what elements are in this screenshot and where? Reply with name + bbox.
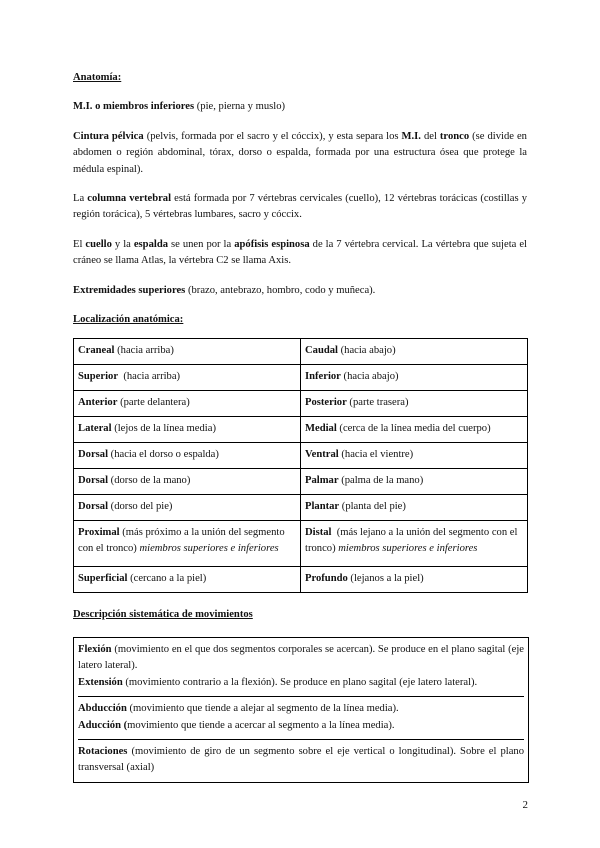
table-cell: Distal (más lejano a la unión del segmento con el tronco) miembros superiores e inferiores (301, 521, 528, 567)
table-cell: Lateral (lejos de la línea media) (74, 417, 301, 443)
section-heading-movimientos: Descripción sistemática de movimientos (73, 609, 253, 621)
document-page (73, 70, 527, 783)
table-cell: Superficial (cercano a la piel) (74, 567, 301, 593)
movimientos-cell-flexion: Flexión (movimiento en el que dos segmentos corporales se acercan). Se produce en el plano sagital (eje latero lateral). Extensión (movimiento contrario a la flexión). Se produce en plano sagital (eje latero lateral). (78, 638, 524, 697)
paragraph-columna-vertebral: La columna vertebral está formada por 7 vértebras cervicales (cuello), 12 vértebras torácicas (costillas y región torácica), 5 vértebras lumbares, sacro y cóccix. (73, 193, 527, 221)
table-cell: Dorsal (hacia el dorso o espalda) (74, 443, 301, 469)
table-cell: Plantar (planta del pie) (301, 495, 528, 521)
table-cell: Anterior (parte delantera) (74, 391, 301, 417)
table-row (74, 365, 528, 391)
table-row (74, 521, 528, 567)
table-cell: Dorsal (dorso del pie) (74, 495, 301, 521)
table-cell: Inferior (hacia abajo) (301, 365, 528, 391)
section-heading-anatomia: Anatomía: (73, 72, 122, 83)
table-row (74, 567, 528, 593)
table-row (74, 339, 528, 365)
table-cell: Proximal (más próximo a la unión del segmento con el tronco) miembros superiores e inferiores (74, 521, 301, 567)
movimientos-box (73, 637, 529, 783)
localizacion-table (73, 338, 528, 593)
table-row (74, 417, 528, 443)
movimientos-cell-rotaciones: Rotaciones (movimiento de giro de un segmento sobre el eje vertical o longitudinal). Sobre el plano transversal (axial) (78, 745, 524, 774)
movimientos-cell-abduccion: Abducción (movimiento que tiende a alejar al segmento de la línea media). Aducción (movimiento que tiende a acercar al segmento a la línea media). (78, 697, 524, 740)
table-cell: Profundo (lejanos a la piel) (301, 567, 528, 593)
paragraph-miembros-inferiores: M.I. o miembros inferiores (pie, pierna y muslo) (73, 101, 286, 113)
table-cell: Posterior (parte trasera) (301, 391, 528, 417)
table-cell: Ventral (hacia el vientre) (301, 443, 528, 469)
table-row (74, 469, 528, 495)
table-cell: Craneal (hacia arriba) (74, 339, 301, 365)
page-number: 2 (522, 799, 528, 811)
table-row (74, 443, 528, 469)
section-heading-localizacion: Localización anatómica: (73, 314, 184, 326)
paragraph-cintura-pelvica: Cintura pélvica (pelvis, formada por el sacro y el cóccix), y esta separa los M.I. del tronco (se divide en abdomen o región abdominal, tórax, dorso o espalda, formada por una estructura ósea que protege la médula espinal). (73, 130, 527, 175)
table-cell: Palmar (palma de la mano) (301, 469, 528, 495)
paragraph-cuello-espalda: El cuello y la espalda se unen por la apófisis espinosa de la 7 vértebra cervical. La vértebra que sujeta el cráneo se llama Atlas, la vértebra C2 se llama Axis. (73, 238, 527, 267)
table-cell: Medial (cerca de la línea media del cuerpo) (301, 417, 528, 443)
table-row (74, 495, 528, 521)
paragraph-extremidades-superiores: Extremidades superiores (brazo, antebrazo, hombro, codo y muñeca). (73, 284, 376, 296)
table-cell: Superior (hacia arriba) (74, 365, 301, 391)
table-cell: Caudal (hacia abajo) (301, 339, 528, 365)
table-row (74, 391, 528, 417)
table-cell: Dorsal (dorso de la mano) (74, 469, 301, 495)
